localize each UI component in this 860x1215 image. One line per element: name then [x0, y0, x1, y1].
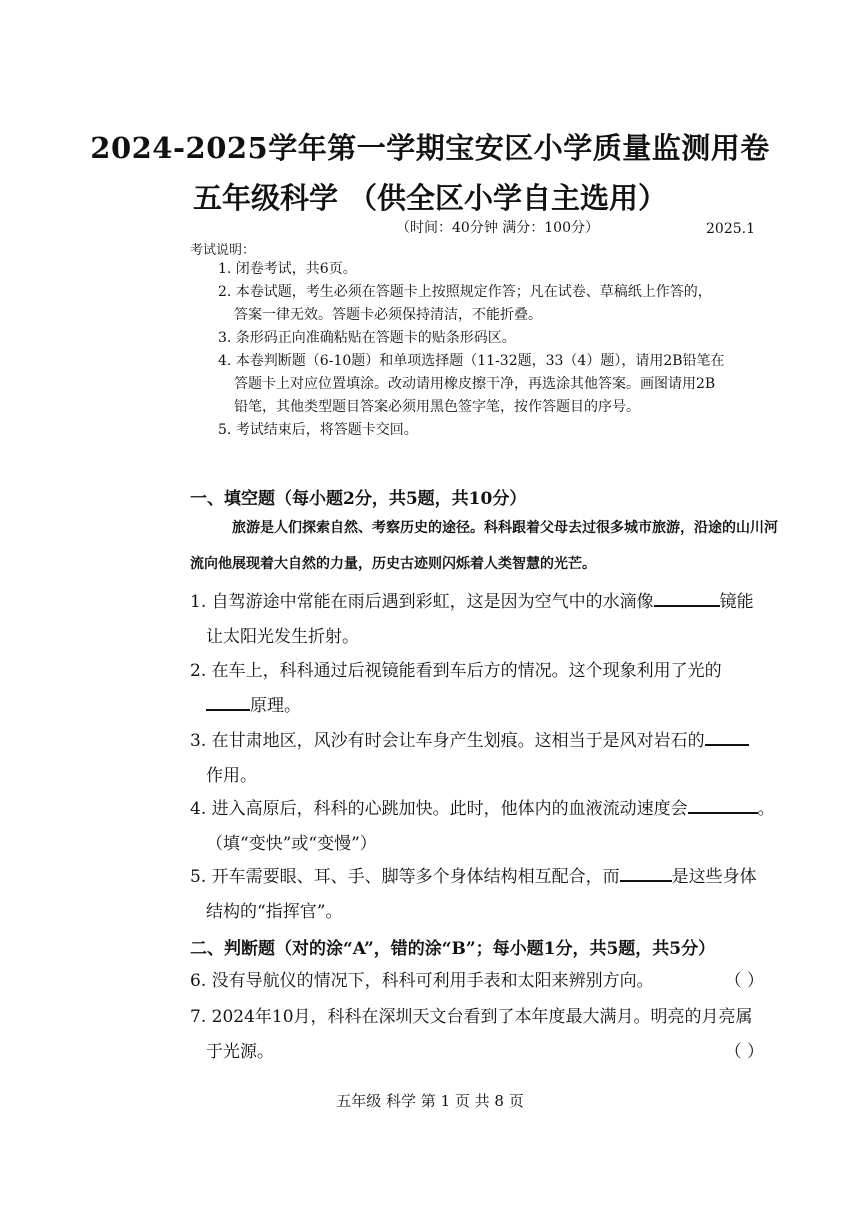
answer-blank[interactable] [206, 689, 250, 711]
instruction-item: 答题卡上对应位置填涂。改动请用橡皮擦干净，再选涂其他答案。画图请用2B [234, 376, 716, 392]
instruction-item: 3. 条形码正向准确粘贴在答题卡的贴条形码区。 [218, 330, 516, 346]
instruction-item: 答案一律无效。答题卡必须保持清洁，不能折叠。 [234, 307, 542, 323]
question-7: 7. 2024年10月，科科在深圳天文台看到了本年度最大满月。明亮的月亮属 于光源。 [190, 1007, 753, 1062]
instructions-heading: 考试说明： [190, 243, 256, 258]
instruction-item: 1. 闭卷考试，共6页。 [218, 261, 357, 277]
exam-time-score: （时间：40分钟 满分：100分） [396, 220, 599, 236]
answer-blank[interactable] [688, 792, 758, 814]
page-footer: 五年级 科学 第 1 页 共 8 页 [336, 1092, 524, 1110]
question-5: 5. 开车需要眼、耳、手、脚等多个身体结构相互配合，而 是这些身体 结构的“指挥官”。 [190, 860, 780, 930]
answer-blank[interactable] [705, 724, 749, 746]
answer-blank[interactable] [654, 585, 720, 607]
question-6: 6. 没有导航仪的情况下，科科可利用手表和太阳来辨别方向。 [190, 971, 654, 991]
section-fill-blank-heading: 一、填空题（每小题2分，共5题，共10分） [190, 489, 527, 509]
section-judgement-heading: 二、判断题（对的涂“A”，错的涂“B”；每小题1分，共5题，共5分） [190, 939, 716, 959]
exam-date: 2025.1 [706, 221, 755, 237]
instructions-list [218, 258, 788, 442]
question-2: 2. 在车上，科科通过后视镜能看到车后方的情况。这个现象利用了光的 原理。 [190, 661, 722, 716]
exam-subtitle: 五年级科学 （供全区小学自主选用） [192, 181, 668, 215]
answer-parentheses[interactable]: （ ） [724, 1042, 764, 1062]
instruction-item: 5. 考试结束后，将答题卡交回。 [218, 422, 418, 438]
answer-blank[interactable] [620, 860, 672, 882]
instruction-item: 4. 本卷判断题（6-10题）和单项选择题（11-32题，33（4）题），请用2B铅笔在 [218, 353, 725, 369]
question-4: 4. 进入高原后，科科的心跳加快。此时，他体内的血液流动速度会 。 （填“变快”或“变慢”） [190, 792, 780, 862]
exam-title: 2024-2025学年第一学期宝安区小学质量监测用卷 [90, 131, 770, 165]
question-1: 1. 自驾游途中常能在雨后遇到彩虹，这是因为空气中的水滴像 镜能 让太阳光发生折射。 [190, 585, 780, 655]
question-3: 3. 在甘肃地区，风沙有时会让车身产生划痕。这相当于是风对岩石的 作用。 [190, 724, 780, 794]
section-intro: 旅游是人们探索自然、考察历史的途径。科科跟着父母去过很多城市旅游，沿途的山川河流向他展现着大自然的力量，历史古迹则闪烁着人类智慧的光芒。 [190, 520, 778, 572]
instruction-item: 铅笔，其他类型题目答案必须用黑色签字笔，按作答题目的序号。 [234, 399, 640, 415]
answer-parentheses[interactable]: （ ） [724, 971, 764, 991]
instruction-item: 2. 本卷试题，考生必须在答题卡上按照规定作答；凡在试卷、草稿纸上作答的， [218, 284, 712, 300]
